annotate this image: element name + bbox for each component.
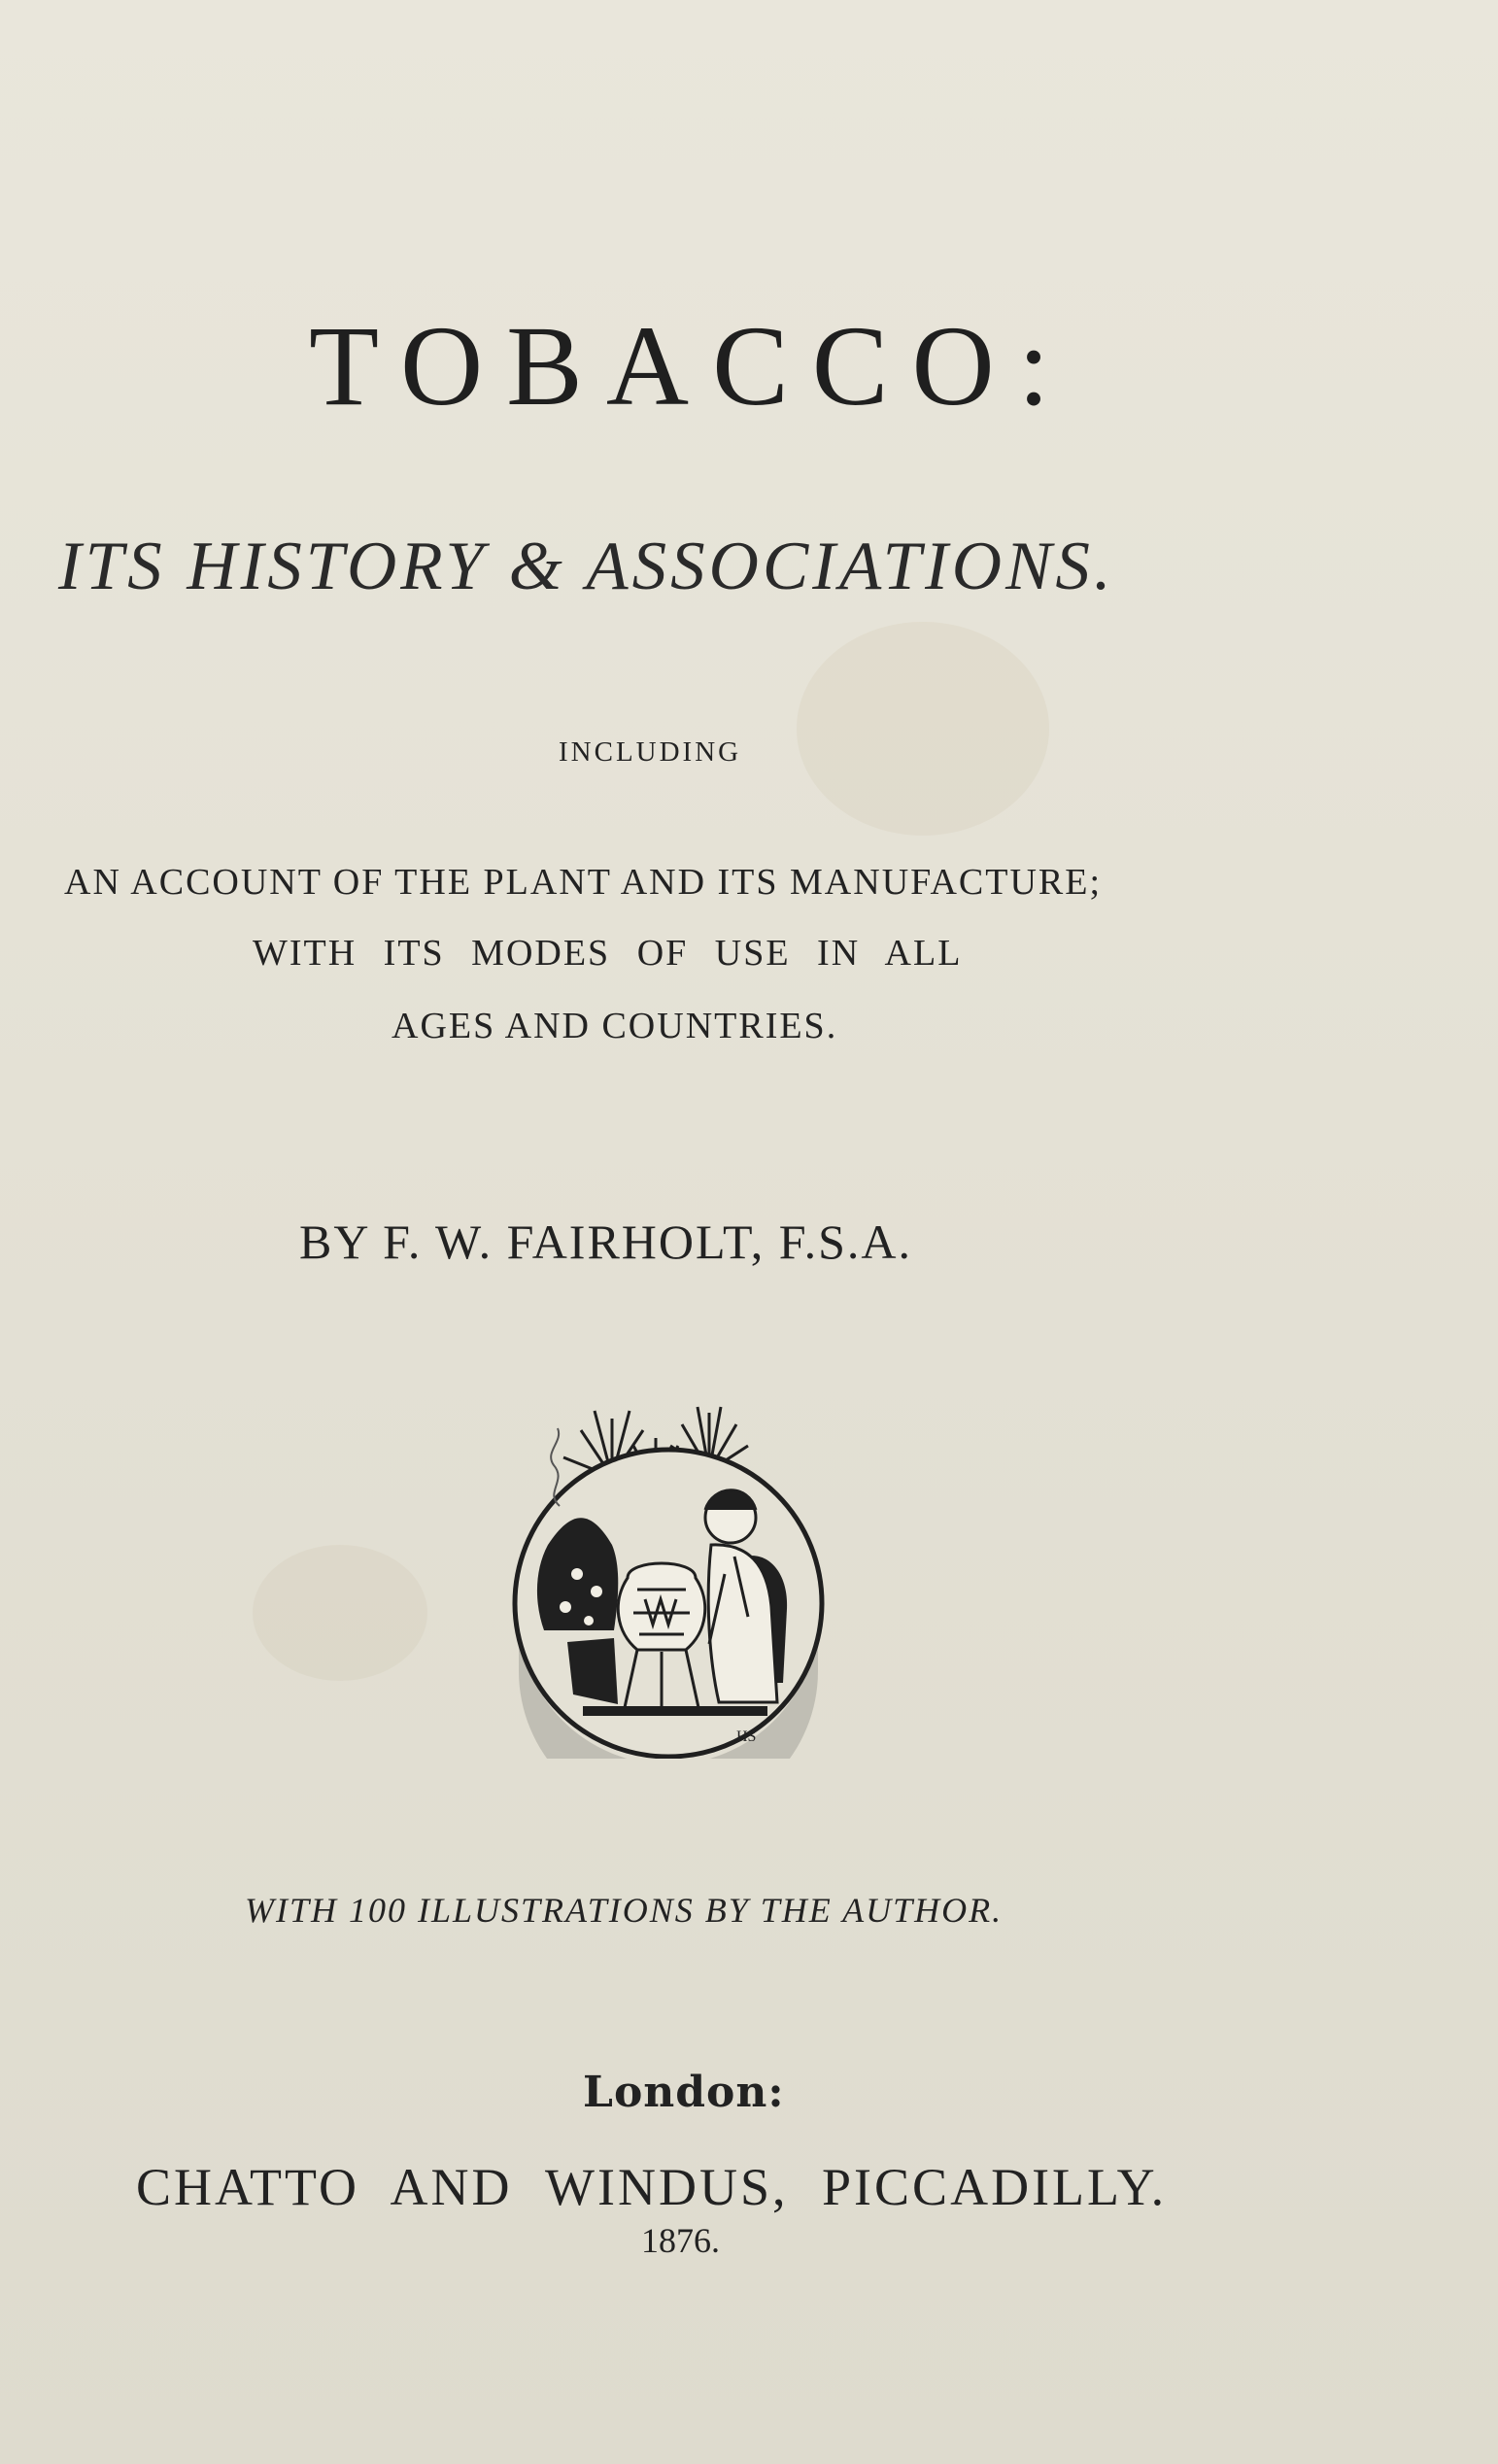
book-title: TOBACCO: [309,302,1073,429]
including-label: INCLUDING [559,736,742,768]
description-line: AGES AND COUNTRIES. [392,1006,838,1046]
description-line: WITH ITS MODES OF USE IN ALL [253,933,963,974]
author-line: BY F. W. FAIRHOLT, F.S.A. [299,1215,913,1269]
book-subtitle: ITS HISTORY & ASSOCIATIONS. [58,529,1115,604]
vignette-monogram: HS [736,1728,757,1745]
publisher-line: CHATTO AND WINDUS, PICCADILLY. [136,2158,1168,2216]
paper-stain [253,1545,427,1681]
illustrations-note: WITH 100 ILLUSTRATIONS BY THE AUTHOR. [245,1891,1004,1930]
publication-year: 1876. [641,2221,720,2260]
paper-stain [797,622,1049,836]
imprint-place: London: [583,2068,785,2117]
description-line: AN ACCOUNT OF THE PLANT AND ITS MANUFACTURE; [64,862,1103,903]
vignette-illustration [505,1399,835,1759]
